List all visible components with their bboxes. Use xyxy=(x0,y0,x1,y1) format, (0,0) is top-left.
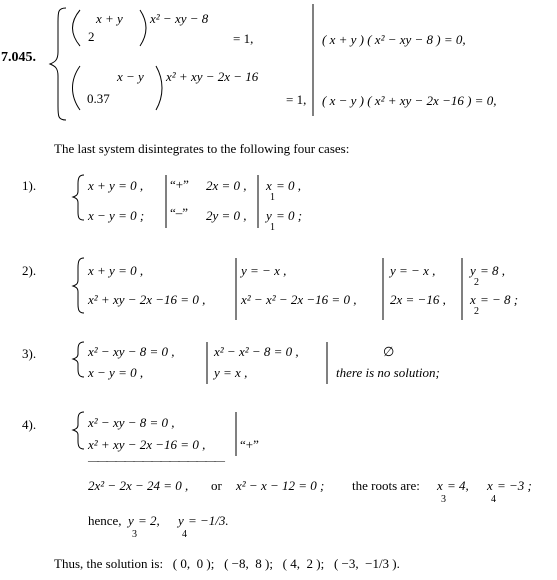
case2-t2: 2x = −16 , xyxy=(390,292,446,307)
case1-minus: “–” xyxy=(170,205,189,220)
eq2-rhs: = 1, xyxy=(286,92,307,107)
case4-x3: x xyxy=(437,478,443,493)
case1-brace xyxy=(73,175,84,220)
case1-x-rhs: = 0 , xyxy=(276,178,302,193)
case2-s2: x² − x² − 2x −16 = 0 , xyxy=(241,292,357,307)
case2-y: y xyxy=(470,263,476,278)
case2-t1: y = − x , xyxy=(390,263,436,278)
paren-2-left xyxy=(73,66,81,110)
case2-x-rhs: = − 8 ; xyxy=(480,292,519,307)
case4-y4: y xyxy=(178,513,184,528)
eq2-base: 0.37 xyxy=(87,91,110,106)
paren-2-right xyxy=(156,66,162,110)
intro-text: The last system disintegrates to the following four cases: xyxy=(54,141,350,156)
case4-y4-rhs: = −1/3. xyxy=(188,513,229,528)
case1-x-sub: 1 xyxy=(270,192,275,203)
case4-line1-or: or xyxy=(211,478,222,493)
case4-x4-rhs: = −3 ; xyxy=(497,478,532,493)
case2-y-sub: 2 xyxy=(474,277,479,288)
case4-x4: x xyxy=(487,478,493,493)
problem-number: 7.045. xyxy=(1,50,36,65)
conclusion-text: Thus, the solution is: ( 0, 0 ); ( −8, 8 ); ( 4, 2 ); ( −3, −1/3 ). xyxy=(54,556,400,571)
case4-line1-a: 2x² − 2x − 24 = 0 , xyxy=(88,478,189,493)
case2-x-sub: 2 xyxy=(474,306,479,317)
paren-1-left xyxy=(73,10,81,46)
case3-no-solution: there is no solution; xyxy=(336,365,440,380)
case4-label: 4). xyxy=(22,417,37,432)
case2-eq2: x² + xy − 2x −16 = 0 , xyxy=(88,292,206,307)
case4-line1-c: x² − x − 12 = 0 ; xyxy=(236,478,325,493)
paren-1-right xyxy=(140,10,146,46)
case1-y-sub: 1 xyxy=(270,222,275,233)
case1-y: y xyxy=(266,208,272,223)
case3-empty-set: ∅ xyxy=(383,344,395,359)
case1-label: 1). xyxy=(22,178,37,193)
factored-eq2: ( x − y ) ( x² + xy − 2x −16 ) = 0, xyxy=(322,93,497,108)
case1-plus: “+” xyxy=(170,177,189,192)
case4-x3-rhs: = 4, xyxy=(447,478,469,493)
case2-s1: y = − x , xyxy=(241,263,287,278)
case1-diff: 2y = 0 , xyxy=(206,208,247,223)
case4-hence: hence, xyxy=(88,513,122,528)
case3-eq2: x − y = 0 , xyxy=(88,365,144,380)
case3-s1: x² − x² − 8 = 0 , xyxy=(214,344,299,359)
case1-sum: 2x = 0 , xyxy=(206,178,247,193)
case4-roots-label: the roots are: xyxy=(352,478,420,493)
case2-label: 2). xyxy=(22,263,37,278)
case4-brace xyxy=(73,412,84,449)
case4-y4-sub: 4 xyxy=(182,529,187,540)
case4-eq2: x² + xy − 2x −16 = 0 , xyxy=(88,437,206,452)
case1-eq1: x + y = 0 , xyxy=(88,178,144,193)
case4-eq1: x² − xy − 8 = 0 , xyxy=(88,415,175,430)
case1-x: x xyxy=(266,178,272,193)
case3-brace xyxy=(73,342,84,377)
eq1-exponent: x + y xyxy=(96,11,123,26)
case2-brace xyxy=(73,258,84,313)
case4-x4-sub: 4 xyxy=(491,494,496,505)
problem-brace xyxy=(50,8,66,120)
case3-label: 3). xyxy=(22,346,37,361)
case3-s2: y = x , xyxy=(214,365,248,380)
eq2-exponent: x − y xyxy=(117,69,144,84)
case4-plus: “+” xyxy=(240,437,259,452)
case4-rule: ——————————————— xyxy=(88,455,223,467)
eq1-base: 2 xyxy=(88,29,95,44)
eq1-rhs: = 1, xyxy=(233,31,254,46)
case4-y3-sub: 3 xyxy=(132,529,137,540)
eq2-power: x² + xy − 2x − 16 xyxy=(166,69,259,84)
factored-eq1: ( x + y ) ( x² − xy − 8 ) = 0, xyxy=(322,32,466,47)
case4-y3: y xyxy=(128,513,134,528)
case1-y-rhs: = 0 ; xyxy=(276,208,303,223)
case1-eq2: x − y = 0 ; xyxy=(88,208,145,223)
case2-y-rhs: = 8 , xyxy=(480,263,506,278)
case2-x: x xyxy=(470,292,476,307)
case3-eq1: x² − xy − 8 = 0 , xyxy=(88,344,175,359)
case2-eq1: x + y = 0 , xyxy=(88,263,144,278)
case4-y3-rhs: = 2, xyxy=(138,513,160,528)
case4-x3-sub: 3 xyxy=(441,494,446,505)
eq1-power: x² − xy − 8 xyxy=(150,11,209,26)
